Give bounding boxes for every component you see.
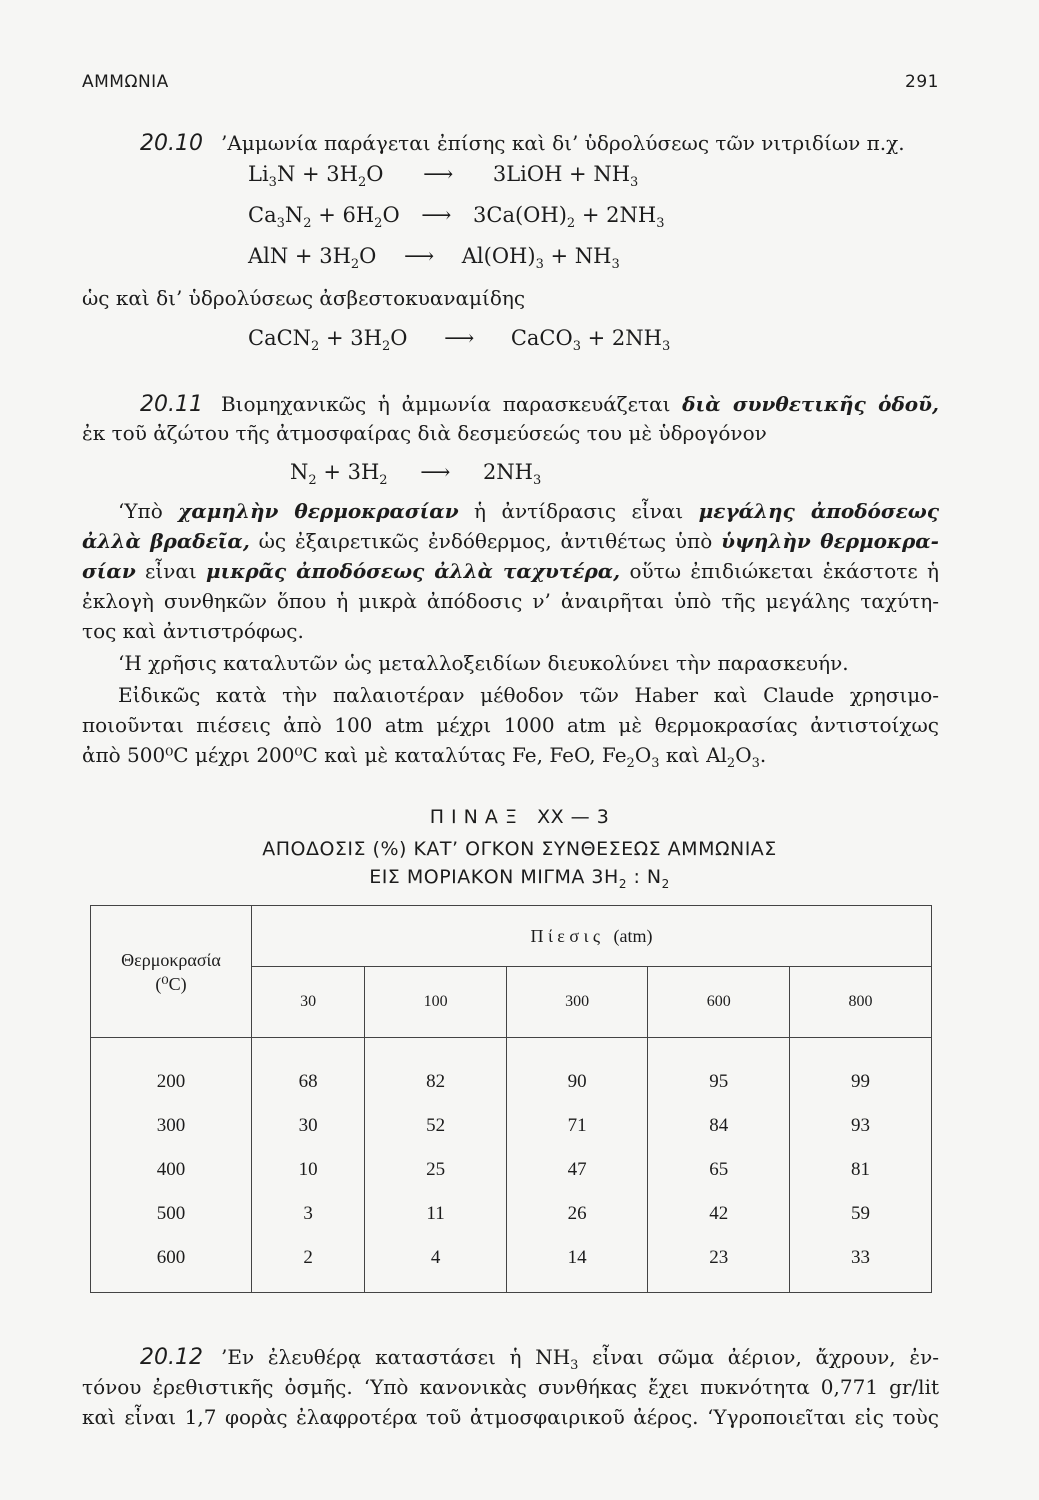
paragraph-text: ’Αμμωνία παράγεται ἐπίσης καὶ δι’ ὑδρολύσεως τῶν νιτριδίων π.χ. <box>220 131 905 155</box>
arrow-icon: ⟶ <box>444 326 475 350</box>
yield-cell: 33 <box>790 1236 932 1293</box>
equation-aln: AlN + $3H_2O$ ⟶ $Al(OH)_3 + NH_3$ <box>248 244 620 273</box>
temperature-cell: 500 <box>91 1192 252 1236</box>
pressure-value: 30 <box>252 967 365 1038</box>
equation-ca3n2: $Ca_3N_2 + 6H_2O$ ⟶ $3Ca(OH)_2 + 2NH_3$ <box>248 203 665 232</box>
paragraph-line: τόνου ἐρεθιστικῆς ὀσμῆς. ‘Υπὸ κανονικὰς συνθήκας ἔχει πυκνότητα 0,771 gr/lit <box>82 1375 939 1399</box>
yield-cell: 47 <box>506 1148 648 1192</box>
section-20-10-intro <box>140 130 939 157</box>
yield-cell: 2 <box>252 1236 365 1293</box>
section-number: 20.11 <box>140 392 203 417</box>
table-subtitle: ΕΙΣ ΜΟΡΙΑΚΟΝ ΜΙΓΜΑ $3H_2$ : $N_2$ <box>369 866 670 891</box>
table-row <box>91 1104 932 1148</box>
equation-haber: $N_2 + 3H_2$ ⟶ $2NH_3$ <box>290 460 542 489</box>
paragraph-line: ἀπὸ 500⁰C μέχρι 200⁰C καὶ μὲ καταλύτας Fe, FeO, $Fe_2O_3$ καὶ $Al_2O_3$. <box>82 743 767 771</box>
yield-cell: 65 <box>648 1148 790 1192</box>
table-label: Π Ι Ν Α Ξ XX — 3 <box>429 806 610 828</box>
paragraph-line: ἐκ τοῦ ἀζώτου τῆς ἀτμοσφαίρας διὰ δεσμεύσεώς του μὲ ὑδρογόνον <box>82 421 767 445</box>
yield-cell: 11 <box>365 1192 507 1236</box>
paragraph-line: ὡς καὶ δι’ ὑδρολύσεως ἀσβεστοκυαναμίδης <box>82 286 526 310</box>
pressure-value: 300 <box>506 967 648 1038</box>
yield-cell: 30 <box>252 1104 365 1148</box>
yield-cell: 14 <box>506 1236 648 1293</box>
table-row <box>91 1236 932 1293</box>
section-number: 20.10 <box>140 131 203 156</box>
yield-cell: 82 <box>365 1038 507 1105</box>
arrow-icon: ⟶ <box>421 203 452 227</box>
paragraph-line: Εἰδικῶς κατὰ τὴν παλαιοτέραν μέθοδον τῶν Haber καὶ Claude χρησιμο- <box>118 683 939 707</box>
table-row <box>91 1148 932 1192</box>
paragraph-line: ποιοῦνται πιέσεις ἀπὸ 100 atm μέχρι 1000 atm μὲ θερμοκρασίας ἀντιστοίχως <box>82 713 939 737</box>
yield-cell: 52 <box>365 1104 507 1148</box>
paragraph-line: ‘Η χρῆσις καταλυτῶν ὡς μεταλλοξειδίων διευκολύνει τὴν παρασκευήν. <box>118 651 849 675</box>
table-row <box>91 1192 932 1236</box>
table-body <box>91 1038 932 1293</box>
pressure-value: 600 <box>648 967 790 1038</box>
temperature-cell: 200 <box>91 1038 252 1105</box>
yield-cell: 10 <box>252 1148 365 1192</box>
page-number: 291 <box>905 72 939 92</box>
pressure-value: 100 <box>365 967 507 1038</box>
temperature-cell: 600 <box>91 1236 252 1293</box>
yield-cell: 23 <box>648 1236 790 1293</box>
yield-cell: 71 <box>506 1104 648 1148</box>
paragraph-line: ‘Υπὸ χαμηλὴν θερμοκρασίαν ἡ ἀντίδρασις εἶναι μεγάλης ἀποδόσεως <box>118 499 939 523</box>
running-header <box>82 72 939 92</box>
yield-cell: 3 <box>252 1192 365 1236</box>
yield-cell: 68 <box>252 1038 365 1105</box>
equation-li3n: $Li_3N + 3H_2O$ ⟶ 3LiOH + $NH_3$ <box>248 162 639 191</box>
temperature-cell: 300 <box>91 1104 252 1148</box>
yield-cell: 4 <box>365 1236 507 1293</box>
paragraph-line: καὶ εἶναι 1,7 φορὰς ἐλαφροτέρα τοῦ ἀτμοσφαιρικοῦ ἀέρος. ‘Υγροποιεῖται εἰς τοὺς <box>82 1405 939 1429</box>
yield-cell: 93 <box>790 1104 932 1148</box>
yield-cell: 90 <box>506 1038 648 1105</box>
yield-cell: 42 <box>648 1192 790 1236</box>
chapter-title: ΑΜΜΩΝΙΑ <box>82 72 169 92</box>
yield-cell: 26 <box>506 1192 648 1236</box>
yield-cell: 84 <box>648 1104 790 1148</box>
equation-cacn2: CaCN$_2$ + $3H_2O$ ⟶ CaCO$_3$ + $2NH_3$ <box>248 326 671 355</box>
yield-cell: 81 <box>790 1148 932 1192</box>
yield-cell: 59 <box>790 1192 932 1236</box>
temperature-cell: 400 <box>91 1148 252 1192</box>
paragraph-line: σίαν εἶναι μικρᾶς ἀποδόσεως ἀλλὰ ταχυτέρα, οὕτω ἐπιδιώκεται ἑκάστοτε ἡ <box>82 559 940 583</box>
yield-cell: 99 <box>790 1038 932 1105</box>
section-20-12-intro: 20.12 ’Εν ἐλευθέρᾳ καταστάσει ἡ $NH_3$ εἶναι σῶμα ἀέριον, ἄχρουν, ἐν- <box>140 1345 940 1373</box>
temperature-header: Θερμοκρασία (⁰C) <box>91 906 252 1038</box>
paragraph-line: τος καὶ ἀντιστρόφως. <box>82 619 304 643</box>
arrow-icon: ⟶ <box>423 162 454 186</box>
table-row <box>91 1038 932 1105</box>
yield-cell: 25 <box>365 1148 507 1192</box>
section-20-11-intro: 20.11 Βιομηχανικῶς ἡ ἀμμωνία παρασκευάζεται διὰ συνθετικῆς ὁδοῦ, <box>140 392 939 417</box>
arrow-icon: ⟶ <box>404 244 435 268</box>
yield-table <box>90 905 932 1293</box>
arrow-icon: ⟶ <box>420 460 451 484</box>
table-title: ΑΠΟΔΟΣΙΣ (%) ΚΑΤ’ ΟΓΚΟΝ ΣΥΝΘΕΣΕΩΣ ΑΜΜΩΝΙΑΣ <box>262 838 777 860</box>
pressure-value: 800 <box>790 967 932 1038</box>
paragraph-line: ἀλλὰ βραδεῖα, ὡς ἐξαιρετικῶς ἐνδόθερμος, ἀντιθέτως ὑπὸ ὑψηλὴν θερμοκρα- <box>82 529 939 553</box>
section-number: 20.12 <box>140 1345 203 1370</box>
pressure-header: Π ί ε σ ι ς (atm) <box>252 906 932 967</box>
yield-cell: 95 <box>648 1038 790 1105</box>
paragraph-line: ἐκλογὴ συνθηκῶν ὅπου ἡ μικρὰ ἀπόδοσις ν’ ἀναιρῆται ὑπὸ τῆς μεγάλης ταχύτη- <box>82 589 939 613</box>
